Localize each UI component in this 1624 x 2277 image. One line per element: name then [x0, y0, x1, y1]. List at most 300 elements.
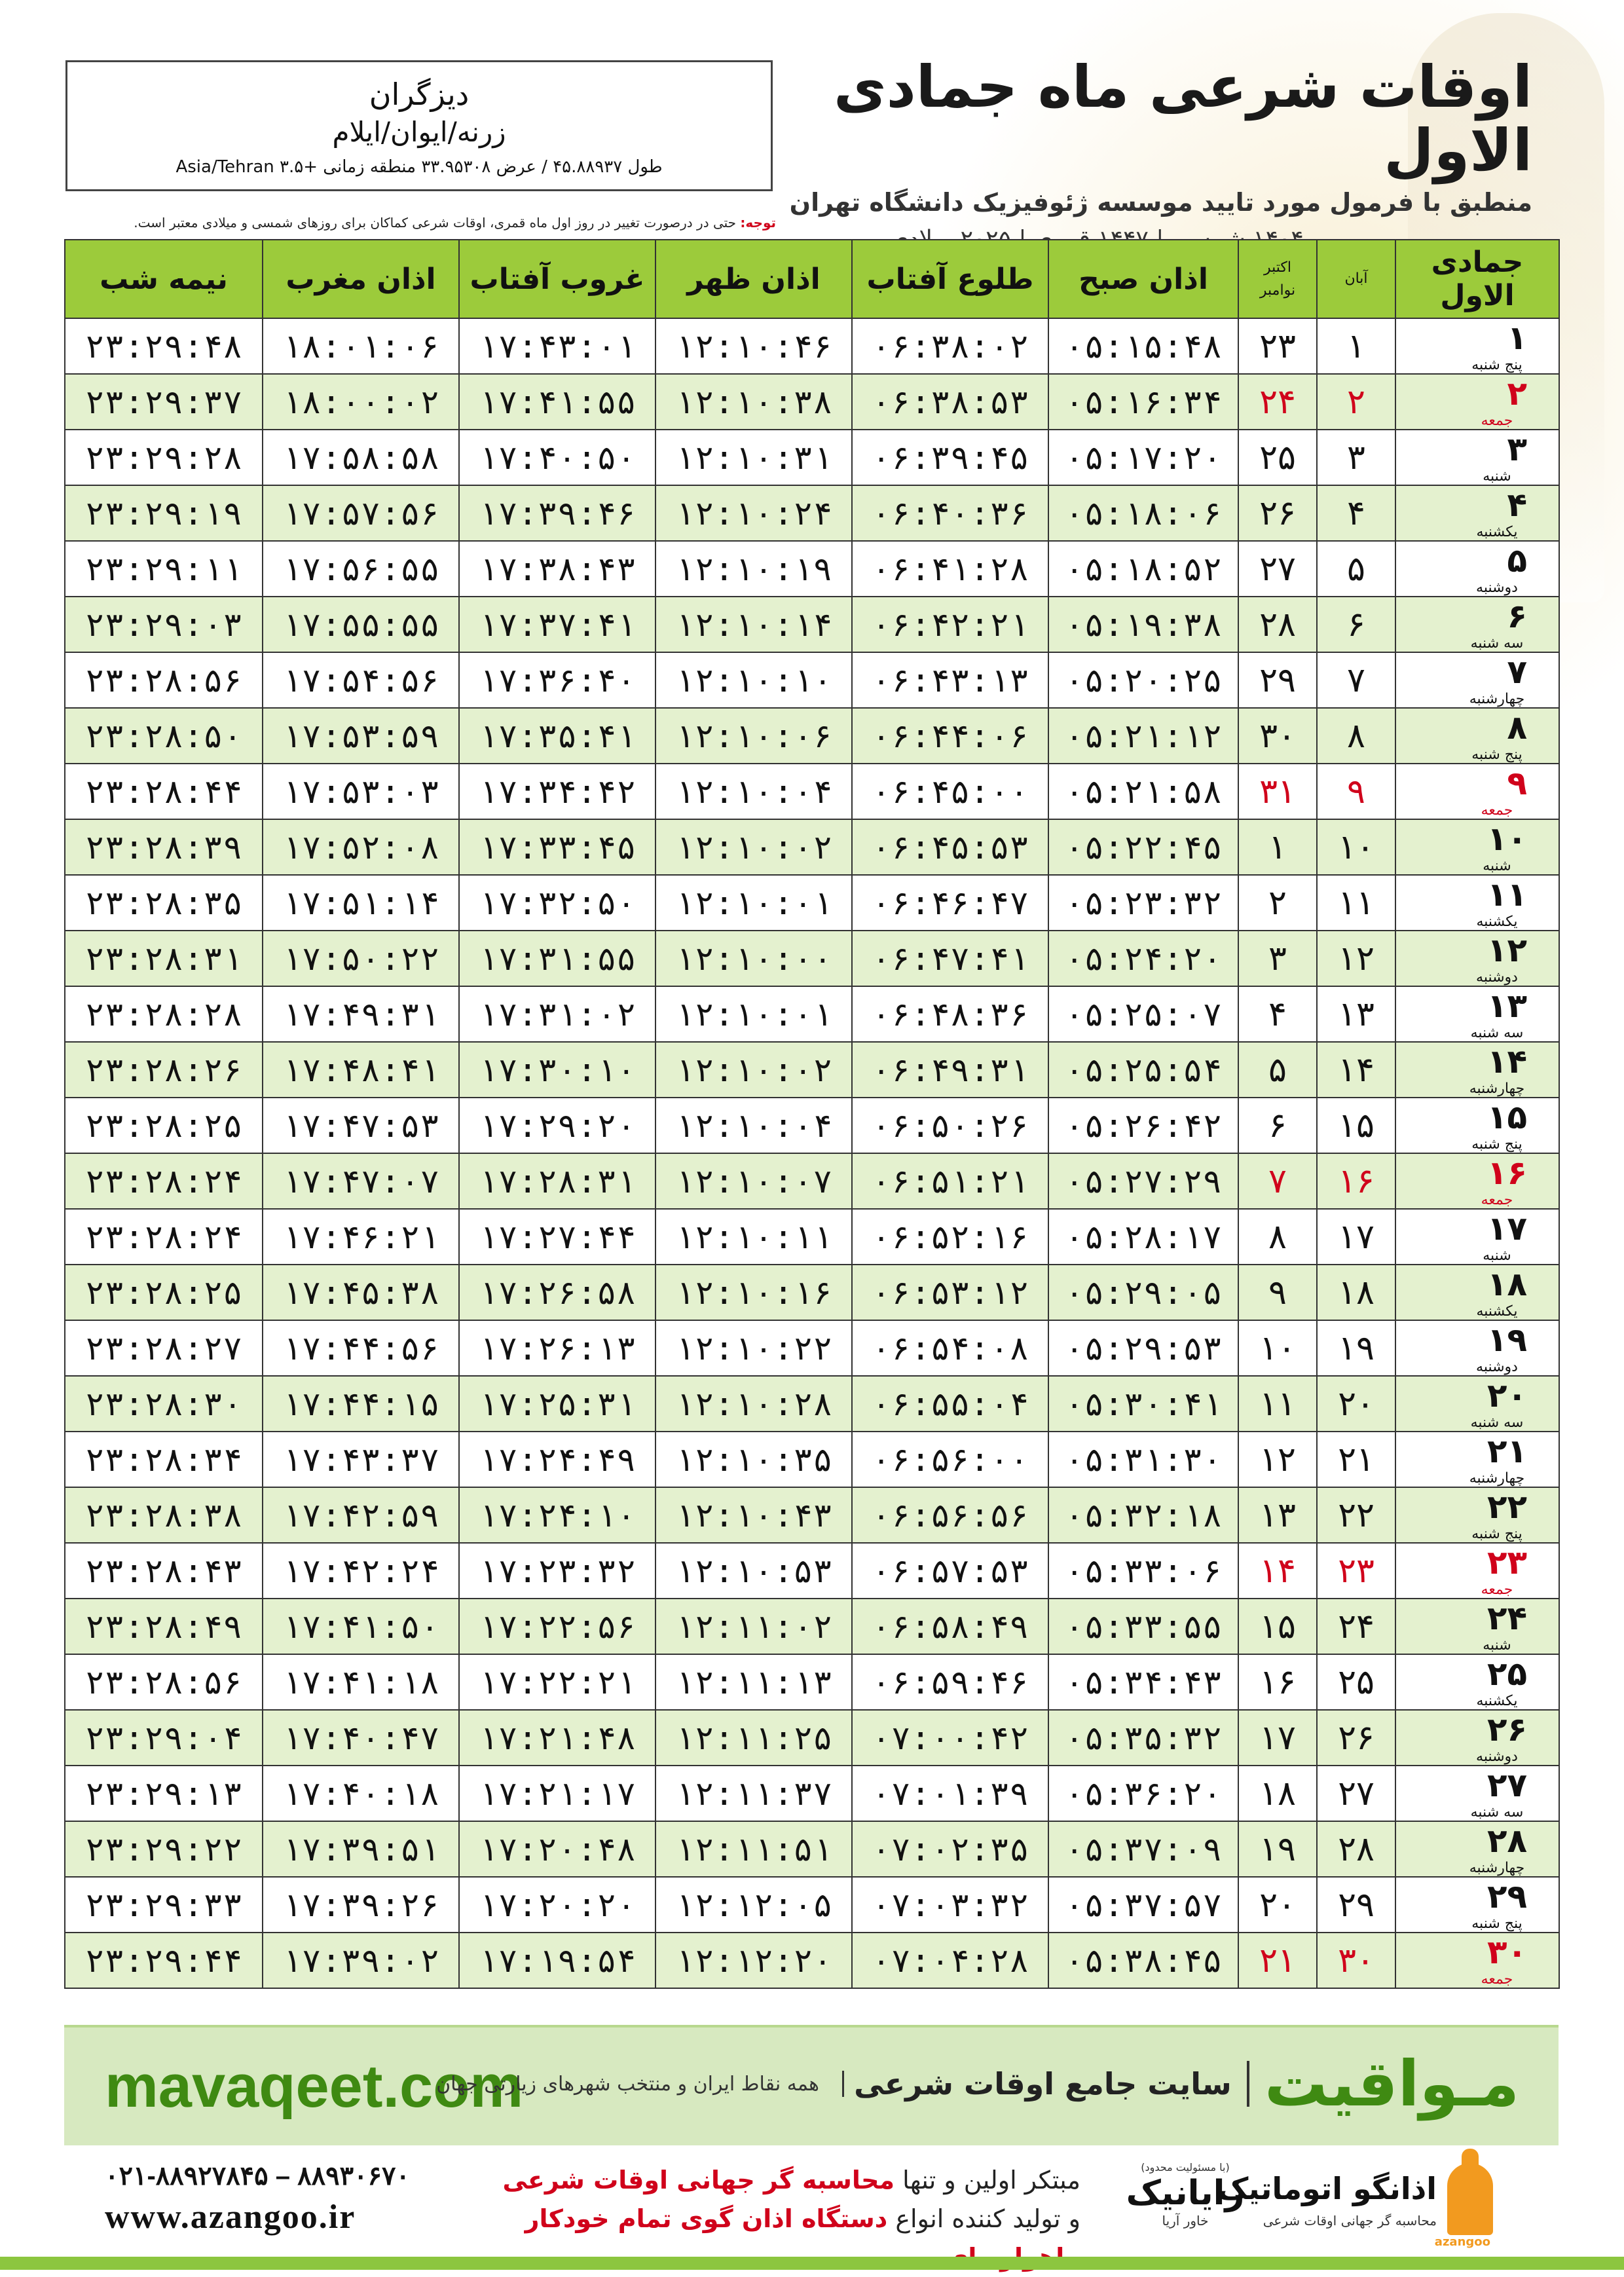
row-fajr: ۰۵:۳۴:۴۳ [1048, 1654, 1238, 1710]
notice-label: توجه: [740, 215, 776, 231]
row-weekday: سه شنبه [1470, 635, 1524, 652]
row-midnight: ۲۳:۲۸:۴۹ [65, 1599, 263, 1654]
row-maghrib: ۱۷:۴۰:۴۷ [263, 1710, 459, 1766]
row-weekday: سه شنبه [1470, 1415, 1524, 1431]
row-number: ۲۹ [1486, 1878, 1527, 1916]
row-miladi-date: ۲۸ [1238, 597, 1317, 652]
table-row [65, 1487, 1559, 1543]
row-sunset: ۱۷:۳۱:۵۵ [459, 931, 655, 986]
row-midnight: ۲۳:۲۹:۰۴ [65, 1710, 263, 1766]
row-sunrise: ۰۶:۴۲:۲۱ [852, 597, 1048, 652]
table-row [65, 1599, 1559, 1654]
row-dhuhr: ۱۲:۱۰:۰۰ [655, 931, 852, 986]
row-day-cell [1395, 1320, 1559, 1376]
row-shamsi-date: ۲۵ [1317, 1654, 1395, 1710]
row-miladi-date: ۲۳ [1238, 318, 1317, 374]
site-url-link[interactable]: mavaqeet.com [105, 2053, 524, 2120]
table-row [65, 1320, 1559, 1376]
city-coordinates: طول ۴۵.۸۸۹۳۷ / عرض ۳۳.۹۵۳۰۸ منطقه زمانی +۳.۵ Asia/Tehran [175, 157, 663, 177]
row-midnight: ۲۳:۲۸:۲۵ [65, 1265, 263, 1320]
row-sunset: ۱۷:۲۲:۵۶ [459, 1599, 655, 1654]
row-day-cell [1395, 1153, 1559, 1209]
row-midnight: ۲۳:۲۹:۳۳ [65, 1877, 263, 1933]
row-midnight: ۲۳:۲۸:۳۰ [65, 1376, 263, 1432]
row-miladi-date: ۵ [1238, 1042, 1317, 1098]
row-dhuhr: ۱۲:۱۰:۱۱ [655, 1209, 852, 1265]
row-shamsi-date: ۷ [1317, 652, 1395, 708]
table-row [65, 1821, 1559, 1877]
row-miladi-date: ۱۵ [1238, 1599, 1317, 1654]
row-number: ۲۸ [1486, 1822, 1527, 1860]
row-fajr: ۰۵:۳۲:۱۸ [1048, 1487, 1238, 1543]
row-sunrise: ۰۶:۴۵:۵۳ [852, 819, 1048, 875]
row-fajr: ۰۵:۲۹:۰۵ [1048, 1265, 1238, 1320]
row-sunset: ۱۷:۲۰:۴۸ [459, 1821, 655, 1877]
table-row [65, 1042, 1559, 1098]
row-fajr: ۰۵:۲۵:۰۷ [1048, 986, 1238, 1042]
row-sunset: ۱۷:۱۹:۵۴ [459, 1933, 655, 1988]
row-sunset: ۱۷:۲۰:۲۰ [459, 1877, 655, 1933]
city-info-box [65, 60, 773, 191]
row-number: ۴ [1507, 486, 1527, 524]
row-maghrib: ۱۷:۵۴:۵۶ [263, 652, 459, 708]
row-shamsi-date: ۱۵ [1317, 1098, 1395, 1153]
row-sunset: ۱۷:۲۵:۳۱ [459, 1376, 655, 1432]
row-shamsi-date: ۲۶ [1317, 1710, 1395, 1766]
row-midnight: ۲۳:۲۸:۲۴ [65, 1209, 263, 1265]
row-maghrib: ۱۷:۴۰:۱۸ [263, 1766, 459, 1821]
row-sunset: ۱۷:۳۷:۴۱ [459, 597, 655, 652]
row-miladi-date: ۱ [1238, 819, 1317, 875]
row-miladi-date: ۱۲ [1238, 1432, 1317, 1487]
table-row [65, 1877, 1559, 1933]
brand-name: مـواقیت [1264, 2047, 1519, 2120]
row-sunrise: ۰۶:۴۹:۳۱ [852, 1042, 1048, 1098]
row-day-cell [1395, 1265, 1559, 1320]
notice-body: حتی در درصورت تغییر در روز اول ماه قمری، اوقات شرعی کماکان برای روزهای شمسی و میلادی معتبر است. [134, 215, 741, 231]
row-maghrib: ۱۷:۵۳:۰۳ [263, 764, 459, 819]
row-sunset: ۱۷:۳۸:۴۳ [459, 541, 655, 597]
row-number: ۶ [1507, 597, 1527, 635]
row-maghrib: ۱۷:۴۱:۵۰ [263, 1599, 459, 1654]
rayanik-note: (با مسئولیت محدود) [1141, 2161, 1230, 2174]
azangoo-logo [1217, 2158, 1493, 2249]
row-dhuhr: ۱۲:۱۰:۱۴ [655, 597, 852, 652]
row-weekday: جمعه [1481, 1582, 1513, 1598]
row-dhuhr: ۱۲:۱۰:۳۱ [655, 430, 852, 485]
banner-brand-group [436, 2047, 1519, 2120]
promo-1-highlight: محاسبه گر جهانی اوقات شرعی [502, 2166, 895, 2194]
row-day-cell [1395, 1543, 1559, 1599]
row-number: ۱۶ [1486, 1154, 1527, 1192]
row-shamsi-date: ۵ [1317, 541, 1395, 597]
row-miladi-date: ۱۱ [1238, 1376, 1317, 1432]
row-sunset: ۱۷:۲۸:۳۱ [459, 1153, 655, 1209]
table-row [65, 430, 1559, 485]
row-sunrise: ۰۶:۴۵:۰۰ [852, 764, 1048, 819]
mavaqeet-banner [64, 2025, 1559, 2145]
row-fajr: ۰۵:۳۳:۰۶ [1048, 1543, 1238, 1599]
row-day-cell [1395, 430, 1559, 485]
row-weekday: جمعه [1481, 802, 1513, 819]
row-weekday: جمعه [1481, 1192, 1513, 1208]
page-subtitle: منطبق با فرمول مورد تایید موسسه ژئوفیزیک دانشگاه تهران [789, 187, 1532, 217]
row-sunset: ۱۷:۳۳:۴۵ [459, 819, 655, 875]
row-day-cell [1395, 1376, 1559, 1432]
row-weekday: پنج شنبه [1471, 1916, 1522, 1932]
row-weekday: پنج شنبه [1471, 357, 1522, 373]
row-midnight: ۲۳:۲۸:۳۵ [65, 875, 263, 931]
row-sunset: ۱۷:۴۰:۵۰ [459, 430, 655, 485]
row-sunrise: ۰۶:۵۲:۱۶ [852, 1209, 1048, 1265]
row-sunrise: ۰۶:۵۵:۰۴ [852, 1376, 1048, 1432]
row-sunrise: ۰۶:۴۴:۰۶ [852, 708, 1048, 764]
table-row [65, 764, 1559, 819]
row-midnight: ۲۳:۲۹:۲۸ [65, 430, 263, 485]
row-midnight: ۲۳:۲۸:۳۹ [65, 819, 263, 875]
row-sunset: ۱۷:۴۱:۵۵ [459, 374, 655, 430]
row-day-cell [1395, 875, 1559, 931]
row-weekday: شنبه [1483, 1248, 1511, 1264]
row-shamsi-date: ۲۴ [1317, 1599, 1395, 1654]
row-fajr: ۰۵:۱۸:۰۶ [1048, 485, 1238, 541]
header-fajr: اذان صبح [1048, 240, 1238, 318]
row-day-cell [1395, 1710, 1559, 1766]
row-weekday: پنج شنبه [1471, 1526, 1522, 1542]
row-weekday: دوشنبه [1476, 969, 1518, 986]
row-dhuhr: ۱۲:۱۰:۲۲ [655, 1320, 852, 1376]
row-dhuhr: ۱۲:۱۰:۲۸ [655, 1376, 852, 1432]
row-shamsi-date: ۳ [1317, 430, 1395, 485]
row-maghrib: ۱۷:۴۵:۳۸ [263, 1265, 459, 1320]
row-maghrib: ۱۷:۳۹:۵۱ [263, 1821, 459, 1877]
row-miladi-date: ۱۴ [1238, 1543, 1317, 1599]
row-day-cell [1395, 485, 1559, 541]
page-title: اوقات شرعی ماه جمادی الاول [833, 53, 1532, 184]
row-dhuhr: ۱۲:۱۱:۰۲ [655, 1599, 852, 1654]
row-miladi-date: ۲۴ [1238, 374, 1317, 430]
promo-line-1 [452, 2161, 1080, 2200]
row-fajr: ۰۵:۲۴:۲۰ [1048, 931, 1238, 986]
row-midnight: ۲۳:۲۸:۲۶ [65, 1042, 263, 1098]
header-miladi [1238, 240, 1317, 318]
row-number: ۲۲ [1486, 1488, 1527, 1526]
row-dhuhr: ۱۲:۱۰:۰۴ [655, 764, 852, 819]
row-dhuhr: ۱۲:۱۰:۰۱ [655, 986, 852, 1042]
row-dhuhr: ۱۲:۱۰:۰۷ [655, 1153, 852, 1209]
row-day-cell [1395, 652, 1559, 708]
table-header-row [65, 240, 1559, 318]
row-sunrise: ۰۷:۰۰:۴۲ [852, 1710, 1048, 1766]
row-day-cell [1395, 1042, 1559, 1098]
row-number: ۲۳ [1486, 1544, 1527, 1582]
row-maghrib: ۱۷:۴۷:۰۷ [263, 1153, 459, 1209]
row-weekday: شنبه [1483, 468, 1511, 485]
row-maghrib: ۱۷:۵۲:۰۸ [263, 819, 459, 875]
row-midnight: ۲۳:۲۸:۵۶ [65, 652, 263, 708]
table-row [65, 1376, 1559, 1432]
row-fajr: ۰۵:۳۸:۴۵ [1048, 1933, 1238, 1988]
row-maghrib: ۱۷:۴۶:۲۱ [263, 1209, 459, 1265]
brand-tagline: سایت جامع اوقات شرعی [854, 2066, 1232, 2101]
row-maghrib: ۱۷:۴۴:۱۵ [263, 1376, 459, 1432]
row-fajr: ۰۵:۳۷:۰۹ [1048, 1821, 1238, 1877]
row-fajr: ۰۵:۳۵:۳۲ [1048, 1710, 1238, 1766]
table-row [65, 541, 1559, 597]
row-sunset: ۱۷:۲۴:۴۹ [459, 1432, 655, 1487]
row-midnight: ۲۳:۲۹:۳۷ [65, 374, 263, 430]
row-maghrib: ۱۷:۵۶:۵۵ [263, 541, 459, 597]
row-sunset: ۱۷:۲۶:۵۸ [459, 1265, 655, 1320]
row-midnight: ۲۳:۲۸:۲۸ [65, 986, 263, 1042]
row-maghrib: ۱۸:۰۱:۰۶ [263, 318, 459, 374]
row-sunset: ۱۷:۳۹:۴۶ [459, 485, 655, 541]
azangoo-english-name: azangoo [1434, 2235, 1490, 2249]
row-midnight: ۲۳:۲۸:۲۷ [65, 1320, 263, 1376]
row-fajr: ۰۵:۲۳:۳۲ [1048, 875, 1238, 931]
row-weekday: سه شنبه [1470, 1025, 1524, 1041]
row-sunset: ۱۷:۲۱:۴۸ [459, 1710, 655, 1766]
row-day-cell [1395, 1766, 1559, 1821]
row-midnight: ۲۳:۲۸:۳۴ [65, 1432, 263, 1487]
row-sunset: ۱۷:۳۰:۱۰ [459, 1042, 655, 1098]
row-weekday: یکشنبه [1476, 1303, 1518, 1320]
row-sunset: ۱۷:۲۱:۱۷ [459, 1766, 655, 1821]
notice-text [62, 215, 776, 231]
table-row [65, 1153, 1559, 1209]
row-midnight: ۲۳:۲۸:۳۱ [65, 931, 263, 986]
row-day-cell [1395, 1209, 1559, 1265]
row-number: ۲۴ [1486, 1599, 1527, 1637]
row-sunset: ۱۷:۲۹:۲۰ [459, 1098, 655, 1153]
row-fajr: ۰۵:۱۸:۵۲ [1048, 541, 1238, 597]
table-row [65, 1098, 1559, 1153]
row-sunrise: ۰۶:۵۹:۴۶ [852, 1654, 1048, 1710]
row-dhuhr: ۱۲:۱۰:۰۲ [655, 819, 852, 875]
row-dhuhr: ۱۲:۱۱:۵۱ [655, 1821, 852, 1877]
azangoo-subtitle: محاسبه گر جهانی اوقات شرعی [1263, 2213, 1437, 2229]
row-midnight: ۲۳:۲۹:۰۳ [65, 597, 263, 652]
row-miladi-date: ۱۷ [1238, 1710, 1317, 1766]
row-weekday: شنبه [1483, 858, 1511, 874]
bottom-accent-bar [0, 2257, 1624, 2270]
row-day-cell [1395, 931, 1559, 986]
row-sunrise: ۰۶:۴۸:۳۶ [852, 986, 1048, 1042]
header-sunset: غروب آفتاب [459, 240, 655, 318]
row-maghrib: ۱۷:۴۱:۱۸ [263, 1654, 459, 1710]
row-day-cell [1395, 708, 1559, 764]
row-number: ۱۹ [1486, 1321, 1527, 1359]
row-weekday: پنج شنبه [1471, 1136, 1522, 1153]
row-sunrise: ۰۶:۳۸:۰۲ [852, 318, 1048, 374]
row-miladi-date: ۱۰ [1238, 1320, 1317, 1376]
row-shamsi-date: ۱۰ [1317, 819, 1395, 875]
row-sunrise: ۰۶:۵۳:۱۲ [852, 1265, 1048, 1320]
row-sunrise: ۰۶:۴۶:۴۷ [852, 875, 1048, 931]
row-fajr: ۰۵:۲۷:۲۹ [1048, 1153, 1238, 1209]
row-miladi-date: ۳۱ [1238, 764, 1317, 819]
row-weekday: چهارشنبه [1469, 1860, 1525, 1876]
row-miladi-date: ۱۶ [1238, 1654, 1317, 1710]
row-shamsi-date: ۴ [1317, 485, 1395, 541]
row-sunrise: ۰۶:۳۹:۴۵ [852, 430, 1048, 485]
row-sunrise: ۰۶:۵۶:۵۶ [852, 1487, 1048, 1543]
row-number: ۱۰ [1486, 820, 1527, 858]
row-number: ۱ [1507, 319, 1527, 357]
row-fajr: ۰۵:۲۰:۲۵ [1048, 652, 1238, 708]
tagline-divider [842, 2071, 844, 2097]
row-maghrib: ۱۷:۴۷:۵۳ [263, 1098, 459, 1153]
row-maghrib: ۱۷:۴۴:۵۶ [263, 1320, 459, 1376]
row-sunrise: ۰۷:۰۲:۳۵ [852, 1821, 1048, 1877]
row-midnight: ۲۳:۲۹:۴۸ [65, 318, 263, 374]
row-midnight: ۲۳:۲۹:۱۹ [65, 485, 263, 541]
row-miladi-date: ۹ [1238, 1265, 1317, 1320]
azangoo-website-link[interactable]: www.azangoo.ir [105, 2198, 356, 2236]
table-row [65, 1265, 1559, 1320]
row-maghrib: ۱۷:۵۳:۵۹ [263, 708, 459, 764]
row-day-cell [1395, 541, 1559, 597]
row-fajr: ۰۵:۳۶:۲۰ [1048, 1766, 1238, 1821]
row-dhuhr: ۱۲:۱۰:۳۵ [655, 1432, 852, 1487]
row-miladi-date: ۲۰ [1238, 1877, 1317, 1933]
row-maghrib: ۱۷:۴۹:۳۱ [263, 986, 459, 1042]
row-miladi-date: ۲ [1238, 875, 1317, 931]
row-dhuhr: ۱۲:۱۰:۰۱ [655, 875, 852, 931]
row-miladi-date: ۲۶ [1238, 485, 1317, 541]
row-shamsi-date: ۲۲ [1317, 1487, 1395, 1543]
row-maghrib: ۱۷:۳۹:۰۲ [263, 1933, 459, 1988]
promo-2-highlight: دستگاه اذان گوی تمام خودکار [525, 2204, 888, 2233]
row-shamsi-date: ۱۲ [1317, 931, 1395, 986]
rayanik-subtitle: خاور آریا [1162, 2213, 1209, 2229]
azangoo-persian-name: اذانگو اتوماتیک [1217, 2171, 1437, 2206]
row-sunset: ۱۷:۲۷:۴۴ [459, 1209, 655, 1265]
row-maghrib: ۱۷:۴۸:۴۱ [263, 1042, 459, 1098]
header-miladi-2: نوامبر [1259, 282, 1296, 299]
row-miladi-date: ۳ [1238, 931, 1317, 986]
row-shamsi-date: ۹ [1317, 764, 1395, 819]
row-day-cell [1395, 1487, 1559, 1543]
row-day-cell [1395, 597, 1559, 652]
row-fajr: ۰۵:۲۵:۵۴ [1048, 1042, 1238, 1098]
row-maghrib: ۱۷:۴۲:۲۴ [263, 1543, 459, 1599]
row-shamsi-date: ۲۹ [1317, 1877, 1395, 1933]
row-dhuhr: ۱۲:۱۰:۰۲ [655, 1042, 852, 1098]
row-day-cell [1395, 986, 1559, 1042]
row-dhuhr: ۱۲:۱۱:۲۵ [655, 1710, 852, 1766]
row-dhuhr: ۱۲:۱۰:۰۶ [655, 708, 852, 764]
header-month: جمادی الاول [1395, 240, 1559, 318]
row-shamsi-date: ۲۷ [1317, 1766, 1395, 1821]
table-row [65, 1543, 1559, 1599]
row-midnight: ۲۳:۲۸:۳۸ [65, 1487, 263, 1543]
row-sunrise: ۰۷:۰۳:۳۲ [852, 1877, 1048, 1933]
table-row [65, 485, 1559, 541]
promo-1-plain: مبتکر اولین و تنها [895, 2166, 1080, 2194]
row-fajr: ۰۵:۱۵:۴۸ [1048, 318, 1238, 374]
row-weekday: دوشنبه [1476, 580, 1518, 596]
table-row [65, 1766, 1559, 1821]
row-shamsi-date: ۱۳ [1317, 986, 1395, 1042]
row-fajr: ۰۵:۲۶:۴۲ [1048, 1098, 1238, 1153]
row-dhuhr: ۱۲:۱۲:۲۰ [655, 1933, 852, 1988]
table-row [65, 1933, 1559, 1988]
row-day-cell [1395, 1654, 1559, 1710]
row-number: ۷ [1507, 653, 1527, 691]
table-row [65, 1654, 1559, 1710]
row-number: ۱۳ [1486, 987, 1527, 1025]
row-fajr: ۰۵:۳۰:۴۱ [1048, 1376, 1238, 1432]
header-shamsi: آبان [1317, 240, 1395, 318]
row-shamsi-date: ۲۸ [1317, 1821, 1395, 1877]
row-dhuhr: ۱۲:۱۰:۴۶ [655, 318, 852, 374]
row-weekday: سه شنبه [1470, 1804, 1524, 1821]
brand-divider [1247, 2061, 1249, 2107]
row-midnight: ۲۳:۲۸:۲۵ [65, 1098, 263, 1153]
row-shamsi-date: ۲۱ [1317, 1432, 1395, 1487]
row-day-cell [1395, 374, 1559, 430]
row-sunrise: ۰۷:۰۴:۲۸ [852, 1933, 1048, 1988]
row-dhuhr: ۱۲:۱۰:۳۸ [655, 374, 852, 430]
row-shamsi-date: ۱۱ [1317, 875, 1395, 931]
row-weekday: چهارشنبه [1469, 1470, 1525, 1487]
row-shamsi-date: ۲۰ [1317, 1376, 1395, 1432]
row-sunset: ۱۷:۳۱:۰۲ [459, 986, 655, 1042]
row-dhuhr: ۱۲:۱۰:۱۰ [655, 652, 852, 708]
row-number: ۸ [1507, 709, 1527, 747]
row-shamsi-date: ۱۹ [1317, 1320, 1395, 1376]
row-midnight: ۲۳:۲۸:۴۳ [65, 1543, 263, 1599]
row-midnight: ۲۳:۲۸:۴۴ [65, 764, 263, 819]
row-maghrib: ۱۷:۵۰:۲۲ [263, 931, 459, 986]
row-weekday: جمعه [1481, 413, 1513, 429]
row-shamsi-date: ۱۶ [1317, 1153, 1395, 1209]
table-row [65, 819, 1559, 875]
prayer-times-table [64, 239, 1560, 1989]
row-sunset: ۱۷:۳۲:۵۰ [459, 875, 655, 931]
row-midnight: ۲۳:۲۹:۲۲ [65, 1821, 263, 1877]
row-day-cell [1395, 1098, 1559, 1153]
table-row [65, 931, 1559, 986]
row-number: ۵ [1507, 542, 1527, 580]
row-miladi-date: ۸ [1238, 1209, 1317, 1265]
row-sunset: ۱۷:۲۴:۱۰ [459, 1487, 655, 1543]
row-day-cell [1395, 764, 1559, 819]
row-maghrib: ۱۸:۰۰:۰۲ [263, 374, 459, 430]
row-number: ۲۷ [1486, 1766, 1527, 1804]
brand-subtext: همه نقاط ایران و منتخب شهرهای زیارتی جهان [436, 2072, 819, 2096]
row-shamsi-date: ۸ [1317, 708, 1395, 764]
row-maghrib: ۱۷:۵۵:۵۵ [263, 597, 459, 652]
row-sunset: ۱۷:۳۵:۴۱ [459, 708, 655, 764]
table-row [65, 318, 1559, 374]
row-sunrise: ۰۷:۰۱:۳۹ [852, 1766, 1048, 1821]
row-midnight: ۲۳:۲۹:۱۳ [65, 1766, 263, 1821]
table-row [65, 986, 1559, 1042]
row-miladi-date: ۴ [1238, 986, 1317, 1042]
row-sunrise: ۰۶:۵۰:۲۶ [852, 1098, 1048, 1153]
row-number: ۱۲ [1486, 931, 1527, 969]
header-miladi-1: اکتبر [1263, 259, 1291, 276]
row-miladi-date: ۲۱ [1238, 1933, 1317, 1988]
row-number: ۲۱ [1486, 1432, 1527, 1470]
table-row [65, 1209, 1559, 1265]
row-weekday: شنبه [1483, 1637, 1511, 1654]
minaret-icon [1447, 2163, 1493, 2235]
row-weekday: دوشنبه [1476, 1359, 1518, 1375]
row-number: ۱۸ [1486, 1265, 1527, 1303]
